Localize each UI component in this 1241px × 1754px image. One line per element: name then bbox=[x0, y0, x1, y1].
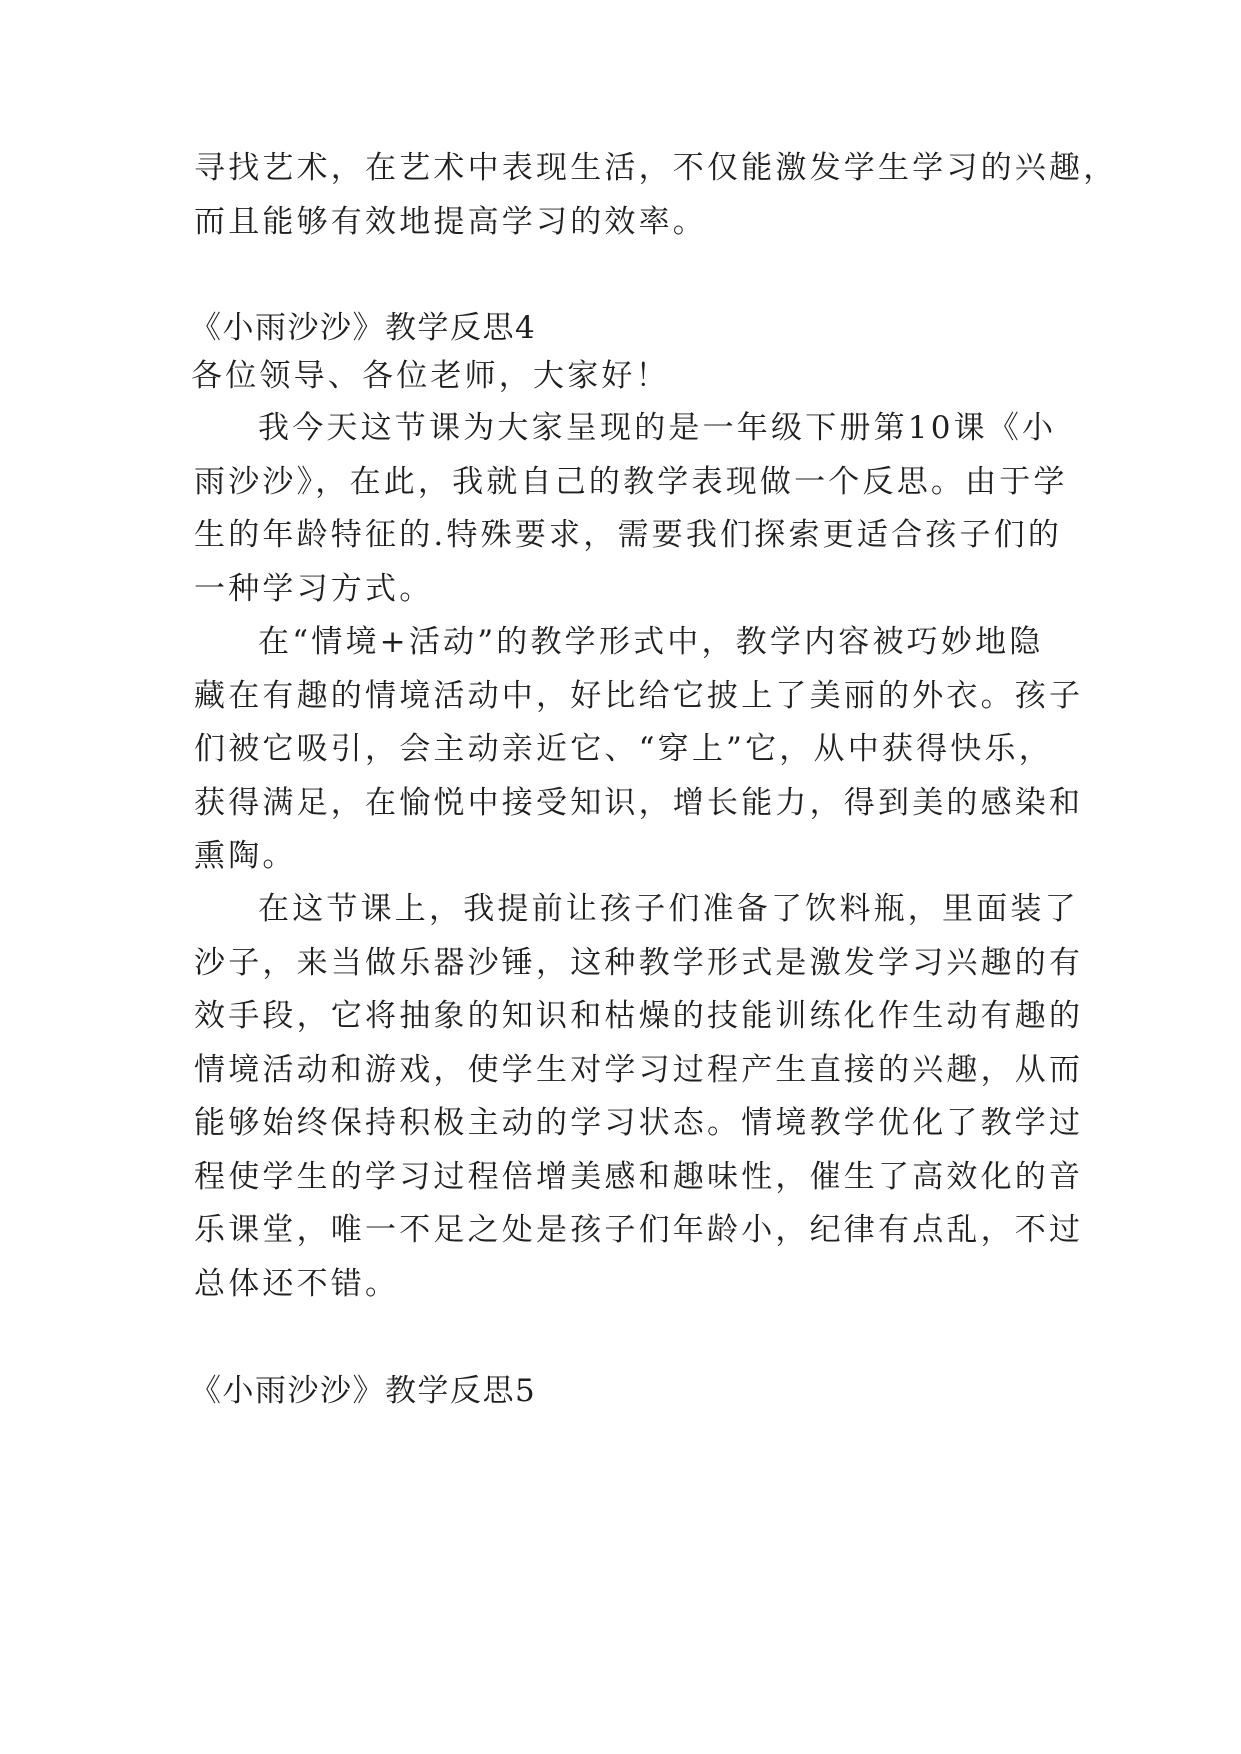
paragraph-line: 藏在有趣的情境活动中，好比给它披上了美丽的外衣。孩子 bbox=[194, 678, 1084, 714]
paragraph-line: 而且能够有效地提高学习的效率。 bbox=[194, 204, 707, 240]
section-heading: 《小雨沙沙》教学反思4 bbox=[190, 310, 537, 346]
paragraph-line: 生的年龄特征的.特殊要求，需要我们探索更适合孩子们的 bbox=[194, 517, 1063, 553]
paragraph-line: 乐课堂，唯一不足之处是孩子们年龄小，纪律有点乱，不过 bbox=[194, 1212, 1084, 1248]
paragraph-line: 获得满足，在愉悦中接受知识，增长能力，得到美的感染和 bbox=[194, 785, 1084, 821]
greeting-line: 各位领导、各位老师，大家好！ bbox=[191, 358, 670, 394]
section-heading: 《小雨沙沙》教学反思5 bbox=[190, 1373, 537, 1409]
paragraph-line: 雨沙沙》，在此，我就自己的教学表现做一个反思。由于学 bbox=[194, 464, 1068, 500]
paragraph-line: 程使学生的学习过程倍增美感和趣味性，催生了高效化的音 bbox=[194, 1159, 1084, 1195]
paragraph-line: 情境活动和游戏，使学生对学习过程产生直接的兴趣，从而 bbox=[194, 1052, 1084, 1088]
paragraph-line: 们被它吸引，会主动亲近它、“穿上”它，从中获得快乐， bbox=[194, 731, 1053, 767]
paragraph-line: 沙子，来当做乐器沙锤，这种教学形式是激发学习兴趣的有 bbox=[194, 945, 1084, 981]
paragraph-line: 效手段，它将抽象的知识和枯燥的技能训练化作生动有趣的 bbox=[194, 998, 1084, 1034]
paragraph-line: 一种学习方式。 bbox=[194, 571, 434, 607]
paragraph-line: 我今天这节课为大家呈现的是一年级下册第10课《小 bbox=[258, 410, 1057, 446]
paragraph-line: 寻找艺术，在艺术中表现生活，不仅能激发学生学习的兴趣， bbox=[194, 150, 1118, 186]
paragraph-line: 在“情境+活动”的教学形式中，教学内容被巧妙地隐 bbox=[258, 624, 1044, 660]
paragraph-line: 在这节课上，我提前让孩子们准备了饮料瓶，里面装了 bbox=[258, 891, 1079, 927]
paragraph-line: 能够始终保持积极主动的学习状态。情境教学优化了教学过 bbox=[194, 1105, 1084, 1141]
paragraph-line: 总体还不错。 bbox=[194, 1266, 400, 1302]
paragraph-line: 熏陶。 bbox=[194, 838, 297, 874]
